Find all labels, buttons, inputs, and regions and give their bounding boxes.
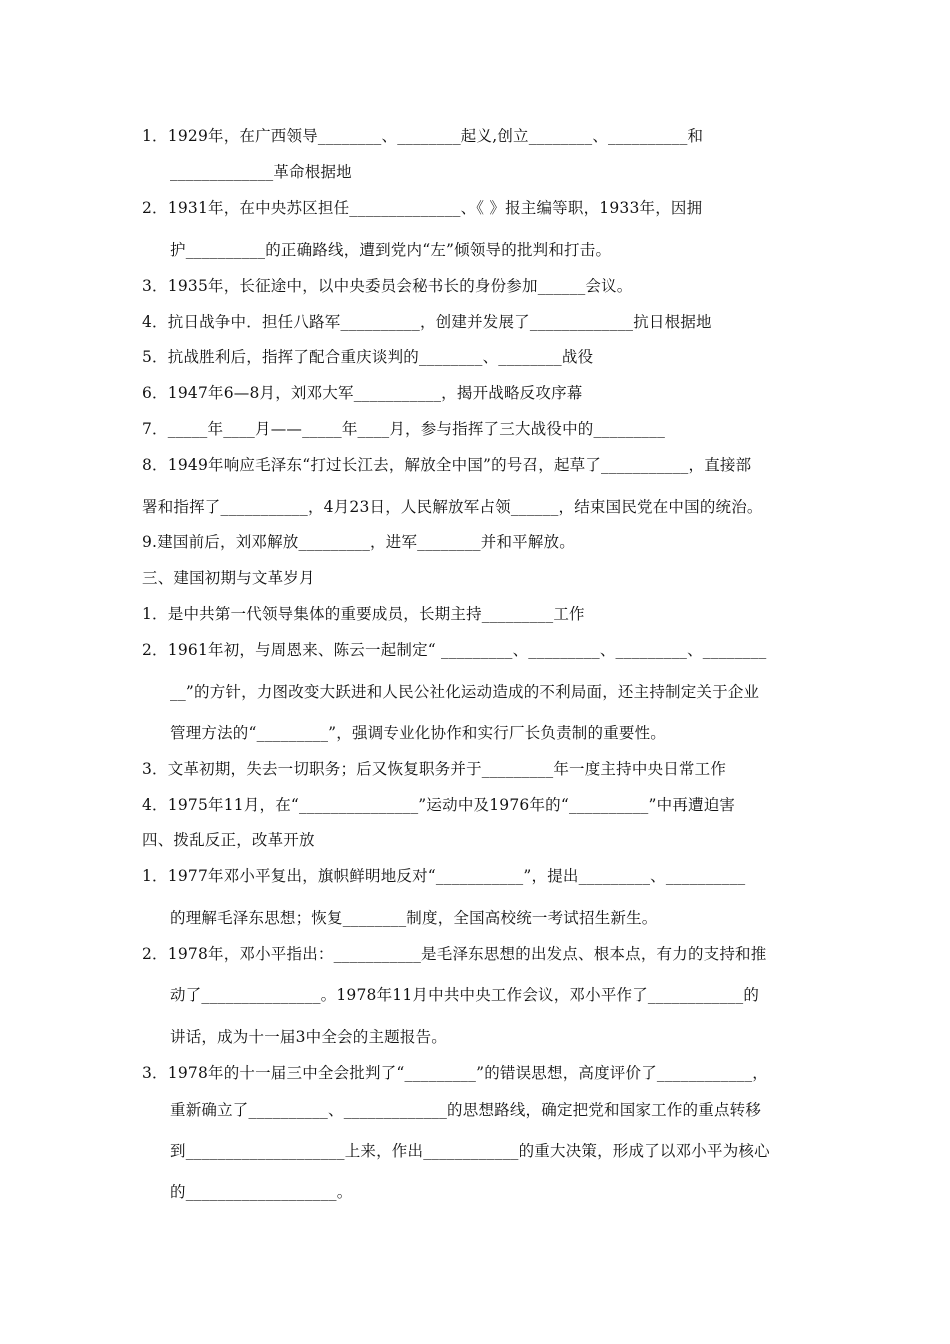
- s4-question-3-line-2: 重新确立了__________、_____________的思想路线，确定把党和国家工作的重点转移: [170, 1101, 762, 1119]
- s3-question-1-line: 1．是中共第一代领导集体的重要成员，长期主持_________工作: [142, 605, 585, 623]
- section-3-heading: 三、建国初期与文革岁月: [142, 569, 315, 587]
- question-7-line: 7．_____年____月——_____年____月，参与指挥了三大战役中的_________: [142, 420, 666, 438]
- question-6-line: 6．1947年6—8月，刘邓大军___________，揭开战略反攻序幕: [142, 384, 583, 402]
- s3-question-4-line: 4．1975年11月，在“_______________”运动中及1976年的“__________”中再遭迫害: [142, 796, 736, 814]
- question-2-line-2: 护__________的正确路线，遭到党内“左”倾领导的批判和打击。: [170, 241, 612, 259]
- s3-question-2-line-3: 管理方法的“_________”，强调专业化协作和实行厂长负责制的重要性。: [170, 724, 666, 742]
- s4-question-1-line-2: 的理解毛泽东思想；恢复________制度，全国高校统一考试招生新生。: [170, 909, 658, 927]
- s4-question-1-line-1: 1．1977年邓小平复出，旗帜鲜明地反对“___________”，提出_________、__________: [142, 867, 746, 885]
- question-9-line: 9.建国前后，刘邓解放_________，进军________并和平解放。: [142, 533, 575, 551]
- question-3-line: 3．1935年，长征途中，以中央委员会秘书长的身份参加______会议。: [142, 277, 633, 295]
- s4-question-2-line-3: 讲话，成为十一届3中全会的主题报告。: [170, 1028, 447, 1046]
- s4-question-2-line-1: 2．1978年，邓小平指出：___________是毛泽东思想的出发点、根本点，有力的支持和推: [142, 945, 767, 963]
- question-8-line-2: 署和指挥了___________，4月23日，人民解放军占领______，结束国民党在中国的统治。: [142, 498, 763, 516]
- section-4-heading: 四、拨乱反正，改革开放: [142, 831, 315, 849]
- s4-question-3-line-1: 3．1978年的十一届三中全会批判了“_________”的错误思想，高度评价了____________，: [142, 1064, 769, 1082]
- s4-question-3-line-4: 的___________________。: [170, 1183, 353, 1201]
- s4-question-3-line-3: 到____________________上来，作出____________的重大决策，形成了以邓小平为核心: [170, 1142, 770, 1160]
- question-1-line-2: _____________革命根据地: [170, 163, 352, 181]
- s3-question-3-line: 3．文革初期，失去一切职务；后又恢复职务并于_________年一度主持中央日常工作: [142, 760, 727, 778]
- question-2-line-1: 2．1931年，在中央苏区担任______________、《 》报主编等职，1933年，因拥: [142, 199, 703, 217]
- question-5-line: 5．抗战胜利后，指挥了配合重庆谈判的________、________战役: [142, 348, 594, 366]
- question-4-line: 4．抗日战争中．担任八路军__________，创建并发展了_____________抗日根据地: [142, 313, 712, 331]
- s4-question-2-line-2: 动了_______________。1978年11月中共中央工作会议，邓小平作了____________的: [170, 986, 760, 1004]
- s3-question-2-line-1: 2．1961年初，与周恩来、陈云一起制定“ _________、_________、_________、________: [142, 641, 767, 659]
- question-8-line-1: 8．1949年响应毛泽东“打过长江去，解放全中国”的号召，起草了___________，直接部: [142, 456, 752, 474]
- s3-question-2-line-2: __”的方针，力图改变大跃进和人民公社化运动造成的不利局面，还主持制定关于企业: [170, 683, 760, 701]
- question-1-line-1: 1．1929年，在广西领导________、________起义,创立________、__________和: [142, 127, 704, 145]
